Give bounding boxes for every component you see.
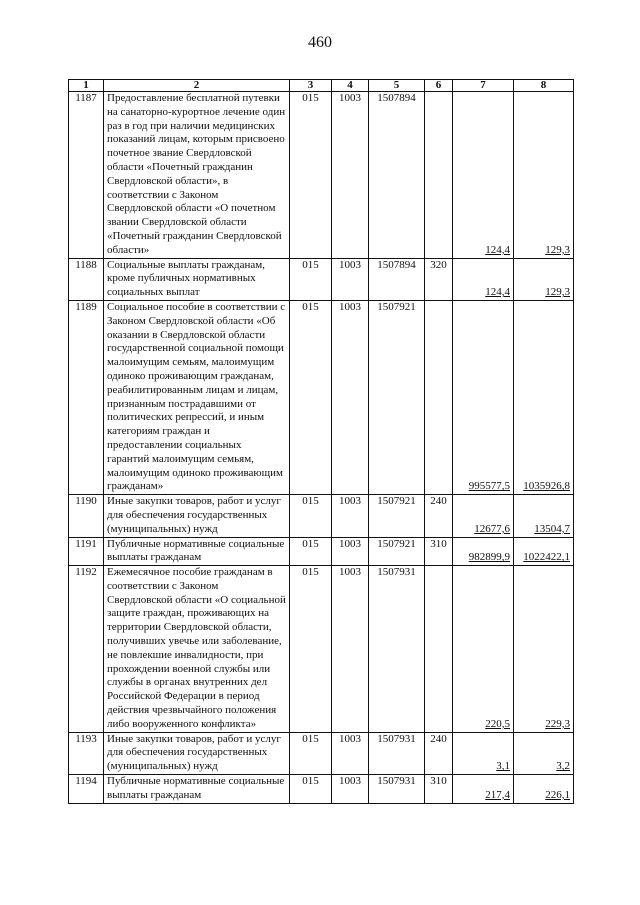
row-name-cell: Социальное пособие в соответствии с Законом Свердловской области «Об оказании в Свердловской области государственной социальной помощи малоимущим семьям, малоимущим одиноко проживающим гражданам, реабилитированным лицам и лицам, признанным пострадавшими от политических репрессий, и иным категориям граждан и предоставлении социальных гарантий малоимущим семьям, малоимущим одиноко проживающим гражданам» [104, 300, 290, 494]
amount-year1-cell [453, 566, 514, 733]
expense-type-cell: 310 [425, 537, 453, 566]
amount-value: 124,4 [485, 243, 510, 256]
expense-type-cell: 310 [425, 775, 453, 804]
expense-type-cell [425, 566, 453, 733]
table-row [69, 775, 574, 804]
amount-year2-cell [514, 566, 574, 733]
amount-year2-cell [514, 258, 574, 300]
ministry-code-cell: 015 [290, 566, 332, 733]
target-article-cell: 1507921 [369, 495, 425, 537]
amount-value: 226,1 [545, 788, 570, 801]
amount-year1-cell [453, 732, 514, 774]
row-name-cell: Иные закупки товаров, работ и услуг для обеспечения государственных (муниципальных) нужд [104, 732, 290, 774]
amount-year2-cell [514, 92, 574, 259]
ministry-code-cell: 015 [290, 258, 332, 300]
section-code-cell: 1003 [332, 92, 369, 259]
amount-value: 13504,7 [534, 522, 570, 535]
row-number-cell: 1191 [69, 537, 104, 566]
expense-type-cell: 240 [425, 495, 453, 537]
amount-value: 129,3 [545, 286, 570, 299]
row-name-cell: Социальные выплаты гражданам, кроме публичных нормативных социальных выплат [104, 258, 290, 300]
expense-type-cell [425, 300, 453, 494]
amount-year2-cell [514, 732, 574, 774]
target-article-cell: 1507931 [369, 732, 425, 774]
table-row [69, 92, 574, 259]
row-number-cell: 1192 [69, 566, 104, 733]
ministry-code-cell: 015 [290, 300, 332, 494]
table-row [69, 495, 574, 537]
section-code-cell: 1003 [332, 300, 369, 494]
ministry-code-cell: 015 [290, 775, 332, 804]
amount-year2-cell [514, 495, 574, 537]
target-article-cell: 1507921 [369, 537, 425, 566]
amount-year1-cell [453, 495, 514, 537]
amount-year2-cell [514, 300, 574, 494]
section-code-cell: 1003 [332, 566, 369, 733]
row-number-cell: 1193 [69, 732, 104, 774]
expense-type-cell [425, 92, 453, 259]
row-number-cell: 1188 [69, 258, 104, 300]
amount-year1-cell [453, 775, 514, 804]
amount-value: 129,3 [545, 243, 570, 256]
row-name-cell: Ежемесячное пособие гражданам в соответствии с Законом Свердловской области «О социальной защите граждан, проживающих на территории Свердловской области, получивших увечье или заболевание, не повлекшие инвалидности, при прохождении военной службы или службы в органах внутренних дел Российской Федерации в период действия чрезвычайного положения либо вооруженного конфликта» [104, 566, 290, 733]
ministry-code-cell: 015 [290, 537, 332, 566]
row-number-cell: 1187 [69, 92, 104, 259]
amount-year1-cell [453, 537, 514, 566]
ministry-code-cell: 015 [290, 92, 332, 259]
section-code-cell: 1003 [332, 495, 369, 537]
table-row [69, 258, 574, 300]
header-cell: 2 [104, 80, 290, 92]
amount-year1-cell [453, 92, 514, 259]
row-name-cell: Публичные нормативные социальные выплаты гражданам [104, 775, 290, 804]
amount-value: 1022422,1 [523, 551, 570, 564]
row-number-cell: 1190 [69, 495, 104, 537]
table-row [69, 300, 574, 494]
amount-year1-cell [453, 258, 514, 300]
target-article-cell: 1507894 [369, 258, 425, 300]
target-article-cell: 1507894 [369, 92, 425, 259]
row-name-cell: Публичные нормативные социальные выплаты гражданам [104, 537, 290, 566]
header-cell: 6 [425, 80, 453, 92]
row-number-cell: 1189 [69, 300, 104, 494]
target-article-cell: 1507921 [369, 300, 425, 494]
section-code-cell: 1003 [332, 258, 369, 300]
row-name-cell: Иные закупки товаров, работ и услуг для обеспечения государственных (муниципальных) нужд [104, 495, 290, 537]
amount-year1-cell [453, 300, 514, 494]
page-number: 460 [308, 34, 332, 51]
table-row [69, 566, 574, 733]
amount-year2-cell [514, 537, 574, 566]
row-name-cell: Предоставление бесплатной путевки на санаторно-курортное лечение один раз в год при наличии медицинских показаний лицам, которым присвоено почетное звание Свердловской области «Почетный гражданин Свердловской области», в соответствии с Законом Свердловской области «О почетном звании Свердловской области «Почетный гражданин Свердловской области» [104, 92, 290, 259]
target-article-cell: 1507931 [369, 775, 425, 804]
amount-value: 1035926,8 [523, 480, 570, 493]
header-cell: 3 [290, 80, 332, 92]
table-header-row [69, 80, 574, 92]
amount-year2-cell [514, 775, 574, 804]
table-row [69, 732, 574, 774]
amount-value: 995577,5 [468, 480, 510, 493]
target-article-cell: 1507931 [369, 566, 425, 733]
header-cell: 7 [453, 80, 514, 92]
expense-type-cell: 240 [425, 732, 453, 774]
expense-type-cell: 320 [425, 258, 453, 300]
header-cell: 8 [514, 80, 574, 92]
budget-table [68, 79, 574, 804]
amount-value: 220,5 [485, 717, 510, 730]
row-number-cell: 1194 [69, 775, 104, 804]
amount-value: 12677,6 [474, 522, 510, 535]
header-cell: 1 [69, 80, 104, 92]
amount-value: 982899,9 [468, 551, 510, 564]
section-code-cell: 1003 [332, 537, 369, 566]
amount-value: 3,2 [556, 760, 570, 773]
table-row [69, 537, 574, 566]
amount-value: 229,3 [545, 717, 570, 730]
header-cell: 5 [369, 80, 425, 92]
amount-value: 124,4 [485, 286, 510, 299]
ministry-code-cell: 015 [290, 495, 332, 537]
section-code-cell: 1003 [332, 775, 369, 804]
section-code-cell: 1003 [332, 732, 369, 774]
ministry-code-cell: 015 [290, 732, 332, 774]
amount-value: 217,4 [485, 788, 510, 801]
header-cell: 4 [332, 80, 369, 92]
amount-value: 3,1 [496, 760, 510, 773]
